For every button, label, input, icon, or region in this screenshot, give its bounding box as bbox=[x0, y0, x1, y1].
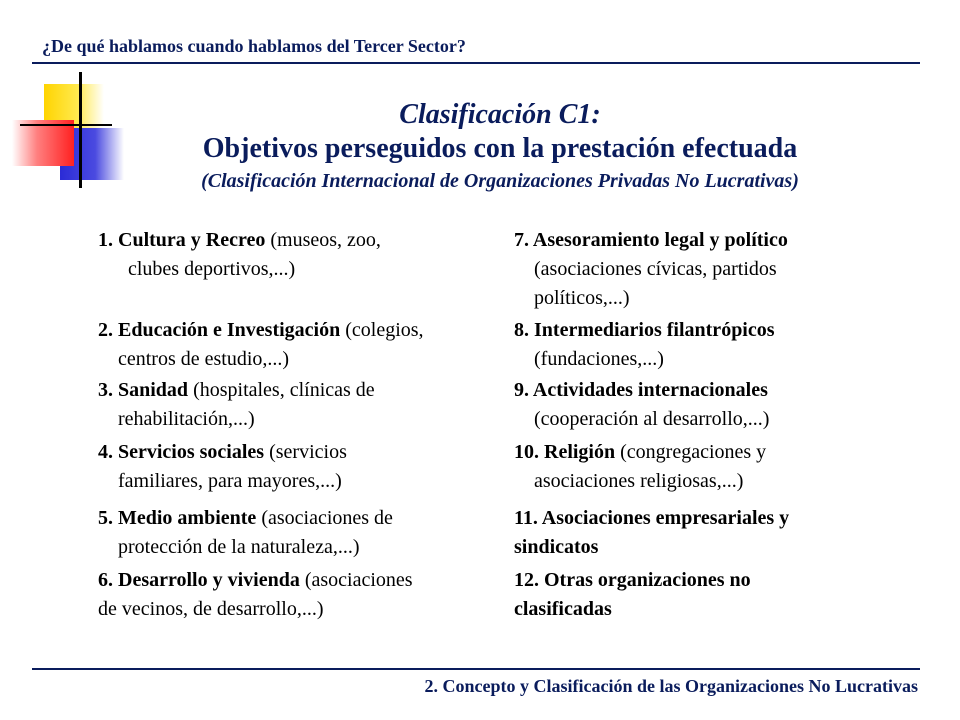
header-divider bbox=[32, 62, 920, 64]
item-text-continued: asociaciones religiosas,...) bbox=[534, 470, 744, 492]
list-item bbox=[98, 376, 375, 434]
list-item bbox=[514, 438, 766, 496]
slide-title bbox=[0, 98, 960, 196]
item-text: (servicios bbox=[264, 441, 347, 463]
list-item bbox=[98, 316, 424, 374]
list-item bbox=[98, 504, 393, 562]
item-heading: 8. Intermediarios filantrópicos bbox=[514, 319, 775, 341]
item-heading: 1. Cultura y Recreo bbox=[98, 229, 266, 251]
item-text-continued: protección de la naturaleza,...) bbox=[118, 536, 360, 558]
list-item bbox=[514, 226, 788, 313]
footer-divider bbox=[32, 668, 920, 670]
item-heading: 6. Desarrollo y vivienda bbox=[98, 569, 300, 591]
item-heading: 10. Religión bbox=[514, 441, 616, 463]
item-heading: 9. Actividades internacionales bbox=[514, 379, 768, 401]
list-item bbox=[98, 566, 413, 624]
title-line-1: Clasificación C1: bbox=[399, 99, 601, 130]
item-text-continued: rehabilitación,...) bbox=[118, 408, 255, 430]
item-heading: 5. Medio ambiente bbox=[98, 507, 257, 529]
item-text: (asociaciones bbox=[299, 569, 413, 591]
item-heading: 2. Educación e Investigación bbox=[98, 319, 341, 341]
list-item bbox=[98, 226, 381, 284]
item-text: (congregaciones y bbox=[615, 441, 767, 463]
item-text-continued: centros de estudio,...) bbox=[118, 348, 290, 370]
item-text-continued: clubes deportivos,...) bbox=[128, 258, 296, 280]
item-text-continued: (cooperación al desarrollo,...) bbox=[534, 408, 770, 430]
item-heading-continued: clasificadas bbox=[514, 598, 612, 620]
item-heading: 11. Asociaciones empresariales y bbox=[514, 507, 790, 529]
item-text-continued: (asociaciones cívicas, partidos bbox=[534, 258, 777, 280]
list-item bbox=[98, 438, 347, 496]
title-line-2: Objetivos perseguidos con la prestación efectuada bbox=[202, 133, 798, 164]
item-heading-continued: sindicatos bbox=[514, 536, 599, 558]
item-text-continued: políticos,...) bbox=[534, 287, 630, 309]
item-heading: 12. Otras organizaciones no bbox=[514, 569, 751, 591]
item-text-continued: de vecinos, de desarrollo,...) bbox=[98, 598, 324, 620]
list-item bbox=[514, 376, 769, 434]
item-heading: 3. Sanidad bbox=[98, 379, 189, 401]
item-heading: 7. Asesoramiento legal y político bbox=[514, 229, 788, 251]
item-text: (colegios, bbox=[340, 319, 424, 341]
footer-text: 2. Concepto y Clasificación de las Organizaciones No Lucrativas bbox=[424, 676, 918, 696]
list-item bbox=[514, 316, 775, 374]
header-title: ¿De qué hablamos cuando hablamos del Tercer Sector? bbox=[42, 36, 466, 56]
list-item bbox=[514, 504, 789, 562]
item-heading: 4. Servicios sociales bbox=[98, 441, 265, 463]
title-line-3: (Clasificación Internacional de Organizaciones Privadas No Lucrativas) bbox=[201, 170, 799, 192]
item-text-continued: familiares, para mayores,...) bbox=[118, 470, 342, 492]
item-text: (hospitales, clínicas de bbox=[188, 379, 375, 401]
item-text: (museos, zoo, bbox=[265, 229, 381, 251]
item-text: (asociaciones de bbox=[256, 507, 393, 529]
list-item bbox=[514, 566, 751, 624]
item-text-continued: (fundaciones,...) bbox=[534, 348, 664, 370]
